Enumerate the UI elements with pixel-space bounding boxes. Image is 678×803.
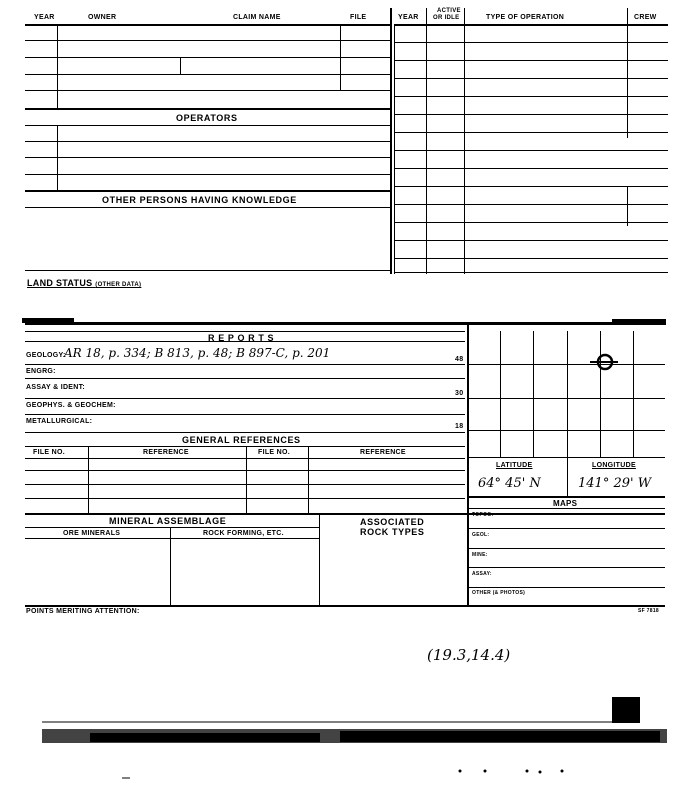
scan-dot: [539, 771, 542, 774]
rock-types-label: ROCK TYPES: [360, 527, 425, 537]
engrg-label: ENGRG:: [26, 368, 56, 375]
points-meriting-label: POINTS MERITING ATTENTION:: [26, 608, 140, 615]
maps-title: MAPS: [553, 499, 578, 508]
mineral-assemblage-title: MINERAL ASSEMBLAGE: [109, 516, 227, 526]
owner-header: OWNER: [88, 14, 117, 21]
associated-label: ASSOCIATED: [360, 517, 425, 527]
other-persons-title: OTHER PERSONS HAVING KNOWLEDGE: [102, 195, 297, 205]
scan-dot: [561, 770, 564, 773]
map-row-label: TOPOG:: [472, 512, 494, 518]
scan-dot: [526, 770, 529, 773]
report-side-number: 18: [455, 423, 464, 430]
claim-name-header: CLAIM NAME: [233, 14, 281, 21]
handwritten-note: (19.3,14.4): [427, 646, 511, 664]
form-number: SF 7818: [638, 608, 660, 614]
metallurgical-label: METALLURGICAL:: [26, 418, 93, 425]
scan-band: [90, 733, 320, 742]
file-header: FILE: [350, 14, 367, 21]
scan-smudge: [22, 318, 74, 323]
crew-header: CREW: [634, 14, 657, 21]
active-header: ACTIVE: [437, 8, 461, 14]
scan-band: [340, 731, 660, 742]
or-idle-header: OR IDLE: [433, 15, 460, 21]
general-references-title: GENERAL REFERENCES: [182, 435, 301, 445]
scan-dot: [459, 770, 462, 773]
geophys-label: GEOPHYS. & GEOCHEM:: [26, 402, 116, 409]
ref-column-header: FILE NO.: [33, 449, 65, 456]
map-row-label: OTHER (& PHOTOS): [472, 590, 526, 596]
ore-minerals-label: ORE MINERALS: [63, 530, 121, 537]
longitude-value: 141° 29' W: [578, 476, 652, 491]
report-side-number: 48: [455, 356, 464, 363]
longitude-label: LONGITUDE: [592, 462, 636, 469]
ref-column-header: REFERENCE: [143, 449, 189, 456]
ref-column-header: FILE NO.: [258, 449, 290, 456]
operators-title: OPERATORS: [176, 113, 238, 123]
latitude-label: LATITUDE: [496, 462, 533, 469]
map-row-label: ASSAY:: [472, 571, 492, 577]
ref-column-header: REFERENCE: [360, 449, 406, 456]
latitude-value: 64° 45' N: [478, 476, 541, 491]
rock-forming-label: ROCK FORMING, ETC.: [203, 530, 284, 537]
land-status-label: LAND STATUS (OTHER DATA): [27, 278, 142, 288]
geology-label: GEOLOGY:: [26, 352, 66, 359]
geology-value: AR 18, p. 334; B 813, p. 48; B 897-C, p. 201: [64, 346, 331, 360]
scan-block: [612, 697, 640, 723]
scan-dot: [484, 770, 487, 773]
report-side-number: 30: [455, 390, 464, 397]
map-row-label: GEOL:: [472, 532, 490, 538]
operation-year-header: YEAR: [398, 14, 419, 21]
scan-smudge: [612, 319, 666, 325]
type-of-operation-header: TYPE OF OPERATION: [486, 14, 565, 21]
claims-year-header: YEAR: [34, 14, 55, 21]
map-row-label: MINE:: [472, 552, 488, 558]
reports-title: R E P O R T S: [208, 333, 275, 343]
assay-ident-label: ASSAY & IDENT:: [26, 384, 86, 391]
